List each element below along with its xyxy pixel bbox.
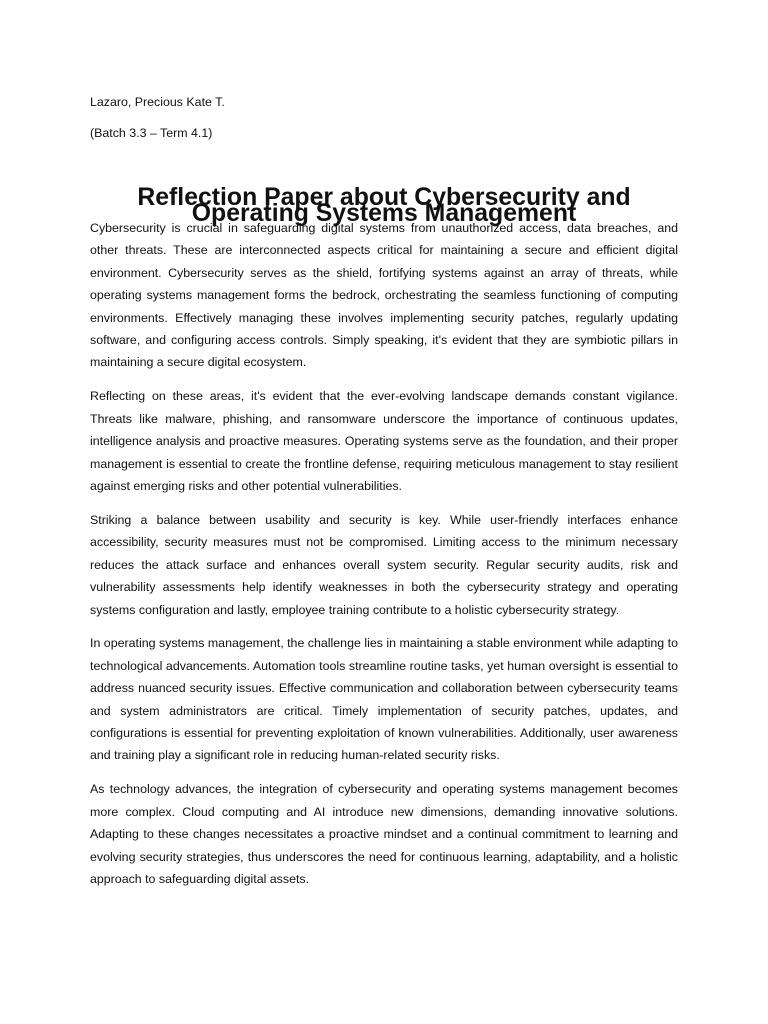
paragraph-4: In operating systems management, the challenge lies in maintaining a stable environment while adapting to technological advancements. Automation tools streamline routine tasks, yet human oversight is essential to address nuanced security issues. Effective communication and collaboration between cybersecurity teams and system administrators are critical. Timely implementation of security patches, updates, and configurations is essential for preventing exploitation of known vulnerabilities. Additionally, user awareness and training play a significant role in reducing human-related security risks. [90,636,678,763]
paragraph-1: Cybersecurity is crucial in safeguarding digital systems from unauthorized access, data breaches, and other threats. These are interconnected aspects critical for maintaining a secure and efficient digital environment. Cybersecurity serves as the shield, fortifying systems against an array of threats, while operating systems management forms the bedrock, orchestrating the seamless functioning of computing environments. Effectively managing these involves implementing security patches, regularly updating software, and configuring access controls. Simply speaking, it's evident that they are symbiotic pillars in maintaining a secure digital ecosystem. [90,221,678,370]
batch-term: (Batch 3.3 – Term 4.1) [90,126,213,140]
paper-body [90,217,678,902]
paragraph-5: As technology advances, the integration of cybersecurity and operating systems management becomes more complex. Cloud computing and AI introduce new dimensions, demanding innovative solutions. Adapting to these changes necessitates a proactive mindset and a continual commitment to learning and evolving security strategies, thus underscores the need for continuous learning, adaptability, and a holistic approach to safeguarding digital assets. [90,782,678,886]
paragraph-2: Reflecting on these areas, it's evident that the ever-evolving landscape demands constant vigilance. Threats like malware, phishing, and ransomware underscore the importance of continuous updates, intelligence analysis and proactive measures. Operating systems serve as the foundation, and their proper management is essential to create the frontline defense, requiring meticulous management to stay resilient against emerging risks and other potential vulnerabilities. [90,389,678,493]
paper-title: Reflection Paper about Cybersecurity and Operating Systems Management [137,184,631,227]
author-name: Lazaro, Precious Kate T. [90,95,225,109]
paragraph-3: Striking a balance between usability and security is key. While user-friendly interfaces enhance accessibility, security measures must not be compromised. Limiting access to the minimum necessary reduces the attack surface and enhances overall system security. Regular security audits, risk and vulnerability assessments help identify weaknesses in both the cybersecurity strategy and operating systems configuration and lastly, employee training contribute to a holistic cybersecurity strategy. [90,512,678,617]
